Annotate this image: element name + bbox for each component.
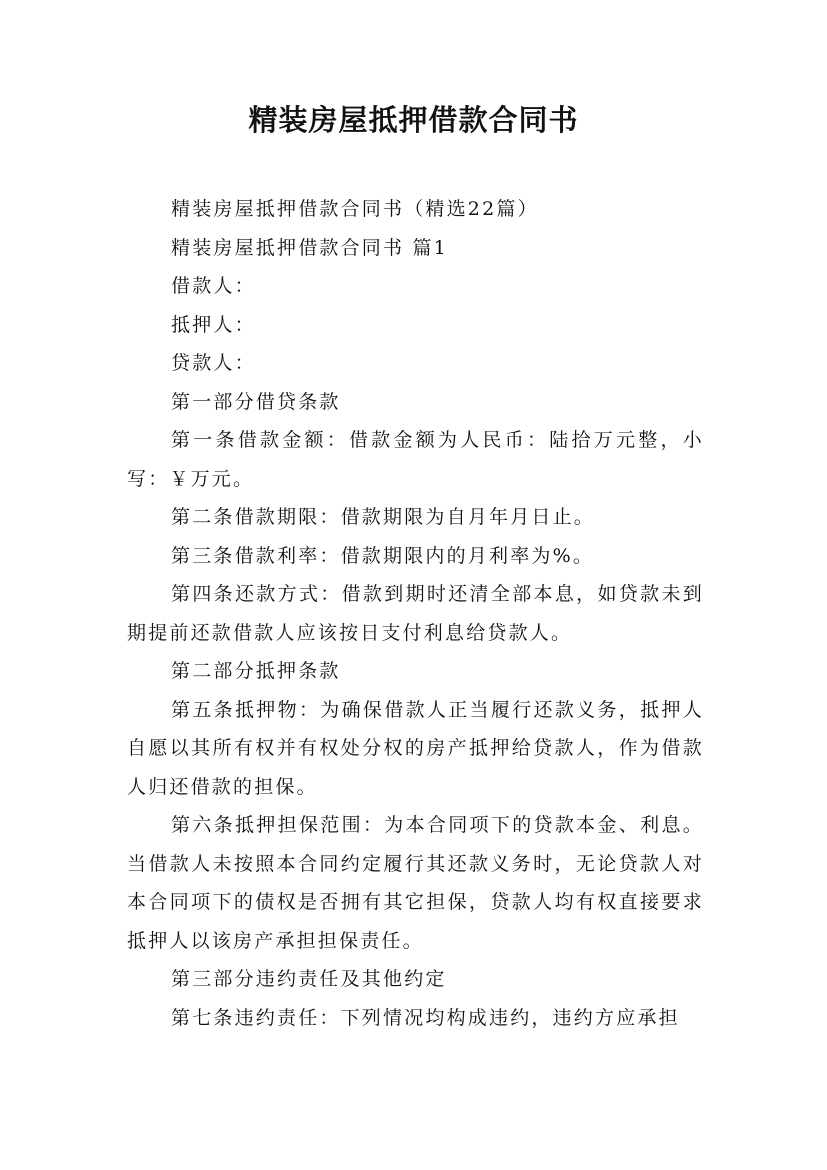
paragraph-subtitle: 精装房屋抵押借款合同书（精选22篇）: [171, 198, 539, 220]
paragraph-mortgagor: 抵押人：: [171, 313, 256, 336]
paragraph-section-heading: 精装房屋抵押借款合同书 篇1: [171, 236, 448, 259]
paragraph-article-1: 第一条借款金额：借款金额为人民币：陆拾万元整，小写：￥万元。: [127, 429, 704, 490]
paragraph-part-two-heading: 第二部分抵押条款: [171, 660, 341, 682]
paragraph-lender: 贷款人：: [171, 352, 256, 374]
paragraph-article-6: 第六条抵押担保范围：为本合同项下的贷款本金、利息。当借款人未按照本合同约定履行其还款义务时，无论贷款人对本合同项下的债权是否拥有其它担保，贷款人均有权直接要求抵押人以该房产承担担保责任。: [127, 814, 704, 952]
paragraph-article-3: 第三条借款利率：借款期限内的月利率为%。: [171, 544, 595, 567]
paragraph-borrower: 借款人：: [171, 275, 256, 297]
paragraph-article-2: 第二条借款期限：借款期限为自月年月日止。: [171, 506, 596, 528]
document-title: 精装房屋抵押借款合同书: [248, 103, 579, 137]
document-body: [127, 190, 704, 1037]
paragraph-part-one-heading: 第一部分借贷条款: [171, 390, 341, 413]
paragraph-article-5: 第五条抵押物：为确保借款人正当履行还款义务，抵押人自愿以其所有权并有权处分权的房产抵押给贷款人，作为借款人归还借款的担保。: [127, 698, 704, 798]
paragraph-part-three-heading: 第三部分违约责任及其他约定: [171, 968, 447, 990]
paragraph-article-4: 第四条还款方式：借款到期时还清全部本息，如贷款未到期提前还款借款人应该按日支付利息给贷款人。: [127, 583, 704, 644]
paragraph-article-7: 第七条违约责任：下列情况均构成违约，违约方应承担: [171, 1006, 680, 1029]
